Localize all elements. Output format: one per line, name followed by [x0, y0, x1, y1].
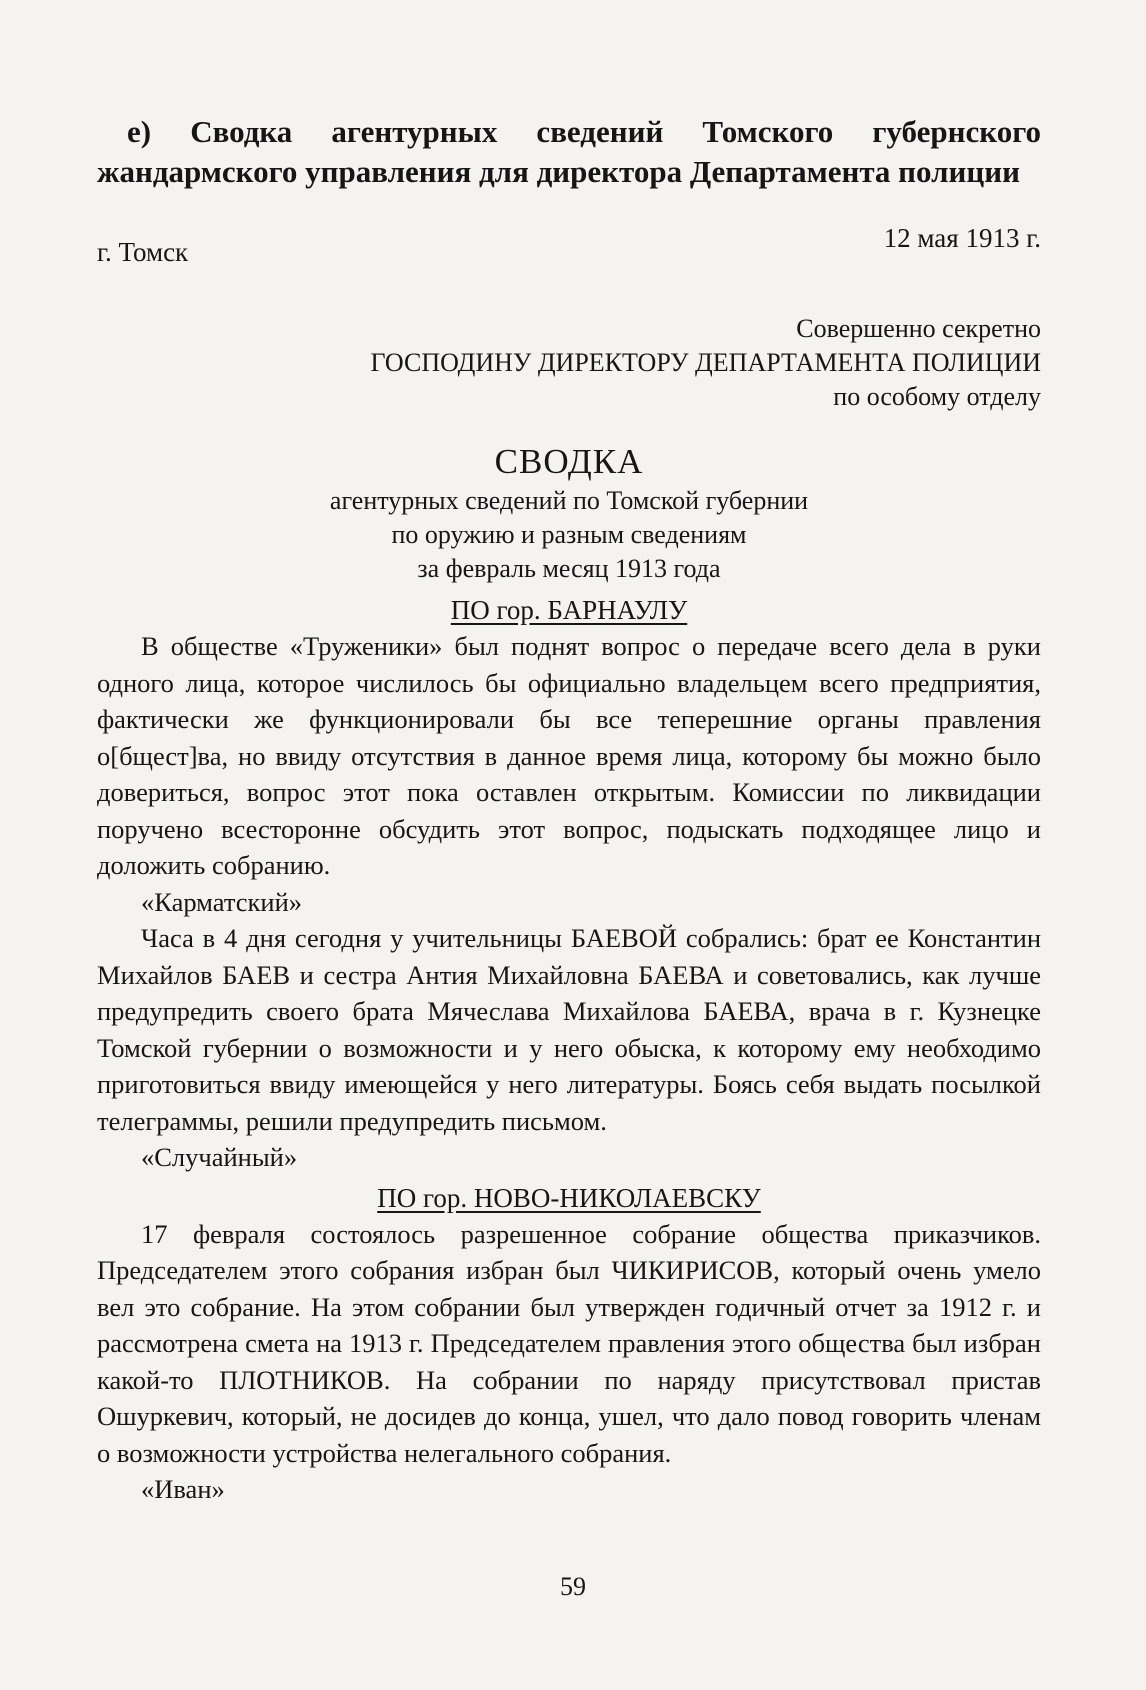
- department: по особому отделу: [833, 382, 1041, 411]
- document-page: [97, 112, 1041, 1508]
- date: 12 мая 1913 г.: [883, 223, 1041, 253]
- page-number: 59: [560, 1572, 586, 1601]
- place: г. Томск: [97, 237, 189, 267]
- subtitle-line: агентурных сведений по Томской губернии: [329, 486, 809, 515]
- report-text: 17 февраля состоялось разрешенное собрание общества приказчиков. Председателем этого собрания избран был ЧИКИРИСОВ, который очень умело вел это собрание. На этом собрании был утвержден годичный отчет за 1912 г. и рассмотрена смета на 1913 г. Председателем правления этого общества был избран какой-то ПЛОТНИКОВ. На собрании по наряду присутствовал пристав Ошуркевич, который, не досидев до конца, ушел, что дало повод говорить членам о возможности устройства нелегального собрания.: [97, 1218, 1041, 1468]
- document-heading: е) Сводка агентурных сведений Томского губернского жандармского управления для директора Департамента полиции: [97, 114, 1041, 189]
- addressee: ГОСПОДИНУ ДИРЕКТОРУ ДЕПАРТАМЕНТА ПОЛИЦИИ: [370, 348, 1041, 377]
- doc-title: СВОДКА: [494, 442, 644, 481]
- agent-source: «Случайный»: [141, 1142, 298, 1172]
- section-heading: [97, 1180, 1041, 1216]
- agent-source: «Иван»: [141, 1474, 225, 1504]
- section-title: ПО гор. БАРНАУЛУ: [450, 595, 688, 625]
- section-title: ПО гор. НОВО-НИКОЛАЕВСКУ: [377, 1182, 761, 1213]
- agent-source: «Карматский»: [141, 886, 303, 917]
- place-date-line: [97, 223, 1041, 268]
- section-heading: [97, 592, 1041, 628]
- report-text: В обществе «Труженики» был поднят вопрос о передаче всего дела в руки одного лица, которое числилось бы официально владельцем всего предприятия, фактически же функционировали бы все теперешние органы правления о[бщест]ва, но ввиду отсутствия в данное время лица, которому бы можно было довериться, вопрос этот пока оставлен открытым. Комиссии по ликвидации поручено всесторонне обсудить этот вопрос, подыскать подходящее лицо и доложить собранию.: [97, 631, 1041, 880]
- subtitle-line: по оружию и разным сведениям: [391, 520, 747, 549]
- report-text: Часа в 4 дня сегодня у учительницы БАЕВОЙ собрались: брат ее Константин Михайлов БАЕВ и сестра Антия Михайловна БАЕВА и советовались, как лучше предупредить своего брата Мячеслава Михайлова БАЕВА, врача в г. Кузнецке Томской губернии о возможности и у него обыска, к которому ему необходимо приготовиться ввиду имеющейся у него литературы. Боясь себя выдать посылкой телеграммы, решили предупредить письмом.: [97, 923, 1041, 1136]
- subtitle-line: за февраль месяц 1913 года: [417, 554, 721, 583]
- classification: Совершенно секретно: [796, 314, 1041, 343]
